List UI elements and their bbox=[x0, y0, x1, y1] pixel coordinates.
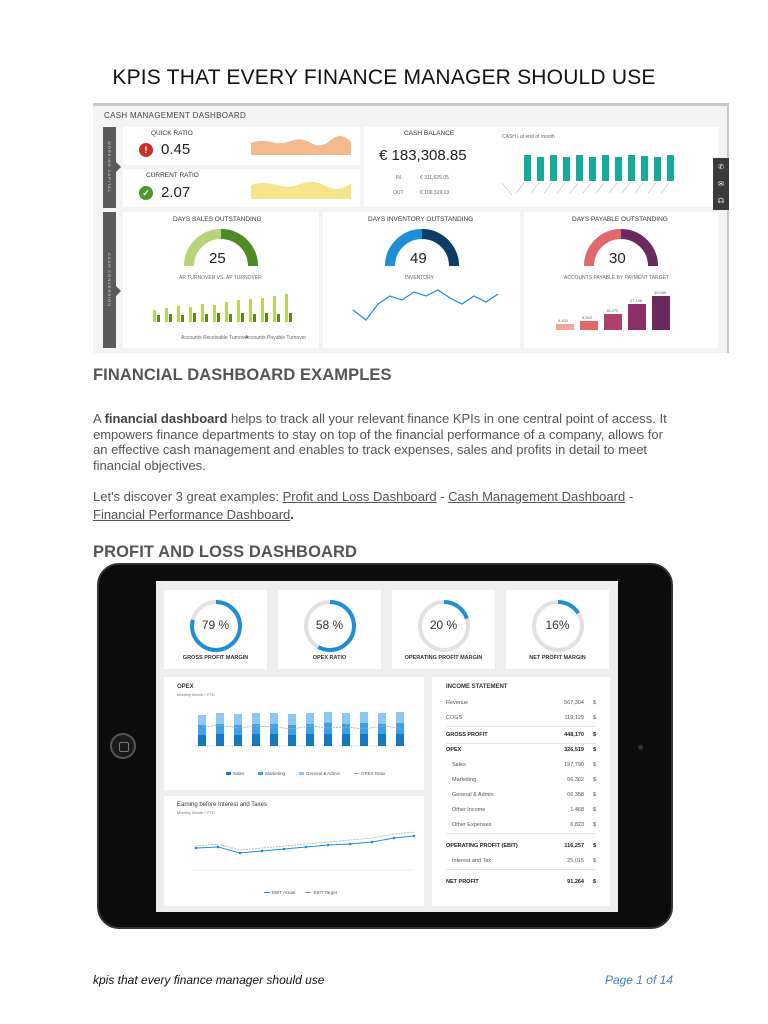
income-row bbox=[446, 807, 596, 817]
mail-icon[interactable]: ✉ bbox=[718, 180, 724, 188]
legend-ar: Accounts Receivable Turnover bbox=[181, 335, 249, 341]
page-title: KPIS THAT EVERY FINANCE MANAGER SHOULD USE bbox=[112, 66, 656, 89]
footer-document-title: kpis that every finance manager should use bbox=[93, 973, 325, 987]
cash-month-label: CASH | at end of month bbox=[502, 134, 555, 140]
income-row-currency: $ bbox=[592, 879, 596, 885]
opex-legend bbox=[226, 771, 385, 776]
ar-ap-label: AR TURNOVER VS. AP TURNOVER bbox=[179, 275, 262, 281]
strip-arrow bbox=[116, 162, 121, 172]
cash-balance-value: € 183,308.85 bbox=[379, 147, 467, 164]
strip-arrow bbox=[116, 286, 121, 296]
income-row-label: Sales bbox=[452, 762, 466, 768]
gauge-label: GROSS PROFIT MARGIN bbox=[182, 655, 249, 661]
income-row-label: Other Income bbox=[452, 807, 486, 813]
legend-item: OPEX Ratio bbox=[354, 771, 385, 776]
dio-label: DAYS INVENTORY OUTSTANDING bbox=[368, 216, 474, 223]
dio-card bbox=[323, 212, 520, 348]
divider bbox=[446, 869, 596, 870]
section-heading-pl: PROFIT AND LOSS DASHBOARD bbox=[93, 543, 358, 561]
dashboard-title: CASH MANAGEMENT DASHBOARD bbox=[104, 111, 247, 120]
income-row-value: 197,790 bbox=[564, 762, 584, 768]
income-row-currency: $ bbox=[592, 858, 596, 864]
separator: - bbox=[625, 489, 634, 504]
cash-management-dashboard-image bbox=[93, 103, 729, 353]
ebit-title: Earning before Interest and Taxes bbox=[177, 802, 267, 808]
divider bbox=[446, 833, 596, 834]
inventory-line-chart bbox=[338, 282, 508, 337]
legend-item: Sales bbox=[226, 771, 244, 776]
link-financial-performance[interactable]: Financial Performance Dashboard bbox=[93, 507, 291, 522]
ebit-legend bbox=[264, 890, 337, 895]
warning-icon: ! bbox=[139, 143, 153, 157]
gauge-value: 79 % bbox=[201, 618, 230, 632]
divider bbox=[446, 726, 596, 727]
cash-balance-label: CASH BALANCE bbox=[404, 130, 455, 137]
dso-value: 25 bbox=[209, 250, 226, 267]
gauge-label: NET PROFIT MARGIN bbox=[529, 655, 586, 661]
income-row-label: Other Expenses bbox=[452, 822, 492, 828]
check-icon: ✓ bbox=[139, 186, 153, 200]
income-row-label: Marketing bbox=[452, 777, 477, 783]
intro-paragraph bbox=[93, 411, 673, 473]
opex-subtitle: Monthly Month / YTD bbox=[177, 692, 215, 697]
income-row-value: 6,823 bbox=[570, 822, 584, 828]
income-row bbox=[446, 747, 596, 757]
income-row-currency: $ bbox=[592, 807, 596, 813]
income-row-value: 25,015 bbox=[567, 858, 584, 864]
legend-item: General & Admin bbox=[299, 771, 340, 776]
current-ratio-sparkline bbox=[251, 177, 351, 199]
ebit-subtitle: Monthly Month / YTD bbox=[177, 810, 215, 815]
para-text: Let's discover 3 great examples: bbox=[93, 489, 283, 504]
income-row-value: 66,358 bbox=[567, 792, 584, 798]
income-row bbox=[446, 732, 596, 742]
divider bbox=[446, 743, 596, 744]
home-button bbox=[110, 733, 136, 759]
in-value: € 311,625.05 bbox=[420, 175, 449, 181]
income-row-label: Revenue bbox=[446, 700, 469, 706]
income-row-value: 116,257 bbox=[564, 843, 584, 849]
link-cash-management[interactable]: Cash Management Dashboard bbox=[448, 489, 626, 504]
link-profit-loss[interactable]: Profit and Loss Dashboard bbox=[282, 489, 437, 504]
income-row-currency: $ bbox=[592, 747, 596, 753]
income-row-currency: $ bbox=[592, 732, 596, 738]
income-row bbox=[446, 715, 596, 725]
legend-item: Marketing bbox=[258, 771, 285, 776]
quick-ratio-label: QUICK RATIO bbox=[151, 130, 193, 137]
income-statement-title: INCOME STATEMENT bbox=[446, 684, 508, 690]
income-row-currency: $ bbox=[592, 822, 596, 828]
income-row-label: Interest and Tax bbox=[452, 858, 492, 864]
current-ratio-card bbox=[123, 169, 360, 207]
opex-title: OPEX bbox=[177, 684, 194, 690]
dpo-card bbox=[524, 212, 718, 348]
current-ratio-value: 2.07 bbox=[161, 184, 191, 201]
cash-conversion-strip: CASH CONVERSION bbox=[103, 212, 116, 348]
income-row-value: 1,468 bbox=[570, 807, 584, 813]
para-text: helps to track all your relevant finance KPIs in one central point of access. It empowers finance departments to stay on top of the financial performance of a company, allows for an effective cash management and enables to track expenses, sales and profits in detail to meet financial objectives. bbox=[93, 411, 667, 473]
opex-panel bbox=[164, 677, 424, 790]
gauge-card bbox=[506, 590, 609, 669]
income-row-value: 119,129 bbox=[564, 715, 584, 721]
gauge-card bbox=[164, 590, 267, 669]
current-ratio-label: CURRENT RATIO bbox=[146, 172, 199, 179]
cash-balance-card bbox=[364, 127, 718, 207]
income-row-currency: $ bbox=[592, 843, 596, 849]
gauge-value: 20 % bbox=[429, 618, 458, 632]
income-row bbox=[446, 843, 596, 853]
footer-page-number: Page 1 of 14 bbox=[604, 973, 673, 987]
ar-ap-chart bbox=[143, 282, 313, 334]
income-row bbox=[446, 700, 596, 710]
examples-paragraph bbox=[93, 488, 673, 524]
quick-ratio-value: 0.45 bbox=[161, 141, 191, 158]
gauge-value: 58 % bbox=[315, 618, 344, 632]
income-row-label: OPEX bbox=[446, 747, 462, 753]
cash-bar-chart bbox=[494, 143, 704, 201]
income-row bbox=[446, 777, 596, 787]
income-row-label: COGS bbox=[446, 715, 463, 721]
gauge-card bbox=[278, 590, 381, 669]
ebit-panel bbox=[164, 796, 424, 906]
income-row-currency: $ bbox=[592, 700, 596, 706]
side-toolbar[interactable] bbox=[713, 158, 729, 210]
out-value: € 106,319.13 bbox=[420, 190, 450, 196]
income-row-value: 91,264 bbox=[567, 879, 584, 885]
separator: - bbox=[436, 489, 449, 504]
in-label: IN bbox=[396, 175, 401, 181]
pl-dashboard-screen bbox=[156, 581, 618, 912]
ebit-line-chart bbox=[178, 820, 418, 880]
income-row bbox=[446, 822, 596, 832]
opex-bar-chart bbox=[178, 701, 418, 766]
gauge-label: OPEX RATIO bbox=[312, 655, 347, 661]
income-row-currency: $ bbox=[592, 762, 596, 768]
income-row-value: 326,519 bbox=[564, 747, 584, 753]
income-row bbox=[446, 792, 596, 802]
dio-value: 49 bbox=[410, 250, 427, 267]
legend-item: EBIT Target bbox=[305, 890, 337, 895]
ap-value-4: 27,108 bbox=[630, 298, 643, 303]
income-row-label: GROSS PROFIT bbox=[446, 732, 488, 738]
ap-value-1: 4,100 bbox=[558, 318, 569, 323]
dso-card bbox=[123, 212, 319, 348]
income-row-value: 567,304 bbox=[564, 700, 584, 706]
dpo-label: DAYS PAYABLE OUTSTANDING bbox=[572, 216, 668, 223]
gauge-label: OPERATING PROFIT MARGIN bbox=[404, 655, 483, 661]
period: . bbox=[290, 507, 294, 522]
dso-label: DAYS SALES OUTSTANDING bbox=[173, 216, 262, 223]
headset-icon[interactable]: ☊ bbox=[717, 198, 725, 206]
para-text: A bbox=[93, 411, 105, 426]
ap-value-2: 5,540 bbox=[582, 315, 593, 320]
working-capital-strip: WORKING CAPITAL bbox=[103, 127, 116, 208]
income-row-value: 66,362 bbox=[567, 777, 584, 783]
phone-icon[interactable]: ✆ bbox=[718, 163, 724, 171]
quick-ratio-card bbox=[123, 127, 360, 165]
tablet-image bbox=[97, 563, 673, 929]
income-row-label: NET PROFIT bbox=[446, 879, 479, 885]
camera bbox=[638, 745, 643, 750]
income-row-value: 448,170 bbox=[564, 732, 584, 738]
section-heading-examples: FINANCIAL DASHBOARD EXAMPLES bbox=[93, 366, 392, 384]
income-row bbox=[446, 762, 596, 772]
income-statement-panel bbox=[432, 677, 610, 906]
legend-ap: Accounts Payable Turnover bbox=[245, 335, 307, 341]
income-row bbox=[446, 858, 596, 868]
income-row-currency: $ bbox=[592, 715, 596, 721]
ap-bar-chart bbox=[544, 286, 704, 332]
income-row-label: OPERATING PROFIT (EBIT) bbox=[446, 843, 518, 849]
quick-ratio-sparkline bbox=[251, 133, 351, 155]
ap-value-5: 35,099 bbox=[654, 290, 667, 295]
income-row-currency: $ bbox=[592, 777, 596, 783]
gauge-value: 16% bbox=[545, 618, 570, 632]
dpo-value: 30 bbox=[609, 250, 626, 267]
income-row-currency: $ bbox=[592, 792, 596, 798]
financial-dashboard-term: financial dashboard bbox=[104, 411, 228, 426]
gauge-card bbox=[392, 590, 495, 669]
ap-value-3: 16,270 bbox=[606, 308, 619, 313]
legend-item: EBIT Actual bbox=[264, 890, 295, 895]
ap-target-label: ACCOUNTS PAYABLE BY PAYMENT TARGET bbox=[564, 275, 670, 281]
income-row-label: General & Admin bbox=[452, 792, 494, 798]
income-row bbox=[446, 879, 596, 889]
out-label: OUT bbox=[393, 190, 404, 196]
inventory-label: INVENTORY bbox=[405, 275, 434, 281]
